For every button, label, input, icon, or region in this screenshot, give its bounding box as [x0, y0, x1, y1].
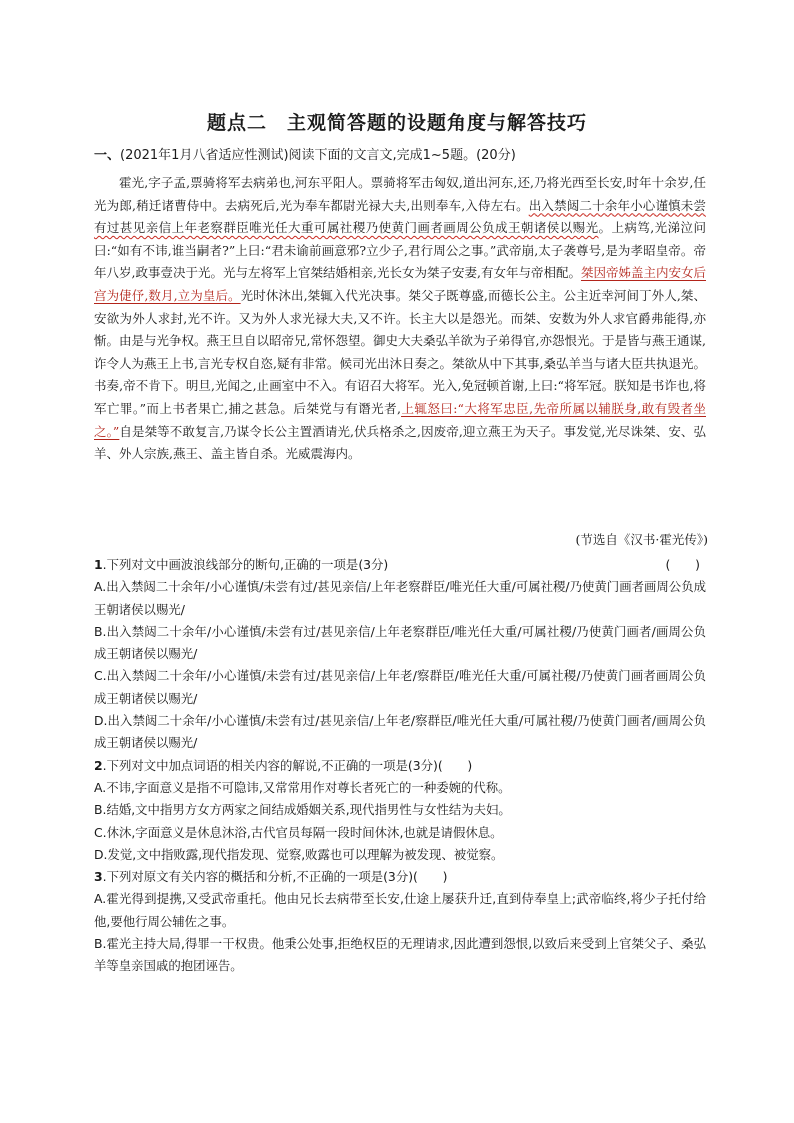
passage-text: 。上病笃,光涕泣问曰:“如有不讳,谁当嗣者?”上曰:“君未谕前画意邪?立少子,君行周公之事。”武帝崩,太子袭尊号,是为孝昭皇帝。帝年八岁,政事壹决于光。光与左将军上官桀结婚相亲,光长女为桀子安妻,有女年与帝相配。: [94, 220, 706, 281]
section-instruction: (2021年1月八省适应性测试)阅读下面的文言文,完成1~5题。(20分): [120, 148, 516, 163]
passage-text: 自是桀等不敢复言,乃谋令长公主置酒请光,伏兵格杀之,因废帝,迎立燕王为天子。事发觉,光尽诛桀、安、弘羊、外人宗族,燕王、盖主皆自杀。光威震海内。: [94, 423, 707, 462]
underlined-sentence-1: 桀因帝姊盖主内安女后宫为倢伃,数月,立为皇后。: [94, 265, 706, 303]
question-stem: [94, 866, 706, 888]
option-b: B.出入禁闼二十余年/小心谨慎/未尝有过/甚见亲信/上年老察群臣/唯光任大重/可属社稷/乃使黄门画者/画周公负成王朝诸侯以赐光/: [94, 623, 706, 662]
question-number: 1: [94, 557, 103, 572]
option-c: C.出入禁闼二十余年/小心谨慎/未尝有过/甚见亲信/上年老/察群臣/唯光任大重/可属社稷/乃使黄门画者画周公负成王朝诸侯以赐光/: [94, 668, 706, 706]
page-title: 题点二 主观简答题的设题角度与解答技巧: [206, 112, 587, 134]
passage-text: 光时休沐出,桀辄入代光决事。桀父子既尊盛,而德长公主。公主近幸河间丁外人,桀、安欲为外人求封,光不许。又为外人求光禄大夫,又不许。长主大以是怨光。而桀、安数为外人求官爵弗能得,亦惭。由是与光争权。燕王旦自以昭帝兄,常怀怨望。御史大夫桑弘羊欲为子弟得官,亦怨恨光。于是皆与燕王通谋,诈令人为燕王上书,言光专权自恣,疑有非常。候司光出沐日奏之。桀欲从中下其事,桑弘羊当与诸大臣共执退光。书奏,帝不肯下。明旦,光闻之,止画室中不入。有诏召大将军。光入,免冠顿首谢,上曰:“将军冠。朕知是书诈也,将军亡罪。”而上书者果亡,捕之甚急。后桀党与有谮光者,: [94, 287, 707, 416]
wavy-underlined-passage: 出入禁闼二十余年小心谨慎未尝有过甚见亲信上年老察群臣唯光任大重可属社稷乃使黄门画者画周公负成王朝诸侯以赐光: [94, 197, 706, 236]
question-number: 3: [94, 869, 103, 885]
question-list: [94, 554, 706, 978]
section-label: 一、: [94, 148, 121, 163]
question-text: .下列对文中画波浪线部分的断句,正确的一项是(3分): [102, 557, 389, 572]
question-stem: [94, 755, 706, 777]
option-d: D.发觉,文中指败露,现代指发现、觉察,败露也可以理解为被发现、被觉察。: [94, 846, 504, 862]
question-stem: [94, 554, 706, 576]
option-a: A.出入禁闼二十余年/小心谨慎/未尝有过/甚见亲信/上年老察群臣/唯光任大重/可属社稷/乃使黄门画者画周公负成王朝诸侯以赐光/: [94, 579, 706, 617]
option-a: A.不讳,字面意义是指不可隐讳,又常常用作对尊长者死亡的一种委婉的代称。: [94, 779, 511, 795]
question-text: .下列对文中加点词语的相关内容的解说,不正确的一项是(3分)( ): [102, 757, 473, 773]
underlined-sentence-2: 上辄怒曰:“大将军忠臣,先帝所属以辅朕身,敢有毁者坐之。”: [94, 400, 706, 439]
question-text: .下列对原文有关内容的概括和分析,不正确的一项是(3分)( ): [102, 869, 448, 885]
classical-passage: [94, 172, 706, 466]
section-heading: [94, 147, 714, 165]
option-b: B.霍光主持大局,得罪一干权贵。他秉公处事,拒绝权臣的无理请求,因此遭到怨恨,以致后来受到上官桀父子、桑弘羊等皇亲国戚的抱团诬告。: [94, 936, 706, 974]
question-number: 2: [94, 757, 103, 773]
option-a: A.霍光得到提携,又受武帝重托。他由兄长去病带至长安,仕途上屡获升迁,直到侍奉皇上;武帝临终,将少子托付给他,要他行周公辅佐之事。: [94, 891, 706, 929]
answer-blank: ( ): [665, 557, 700, 572]
passage-text: 霍光,字子孟,票骑将军去病弟也,河东平阳人。票骑将军击匈奴,道出河东,还,乃将光西至长安,时年十余岁,任光为郎,稍迁诸曹侍中。去病死后,光为奉车都尉光禄大夫,出则奉车,入侍左右。: [94, 175, 706, 213]
option-c: C.休沐,字面意义是休息沐浴,古代官员每隔一段时间休沐,也就是请假休息。: [94, 824, 503, 840]
passage-source: (节选自《汉书·霍光传》): [575, 532, 708, 547]
option-b: B.结婚,文中指男方女方两家之间结成婚姻关系,现代指男性与女性结为夫妇。: [94, 802, 511, 818]
option-d: D.出入禁闼二十余年/小心谨慎/未尝有过/甚见亲信/上年老/察群臣/唯光任大重/可属社稷/乃使黄门画者/画周公负成王朝诸侯以赐光/: [94, 713, 706, 751]
